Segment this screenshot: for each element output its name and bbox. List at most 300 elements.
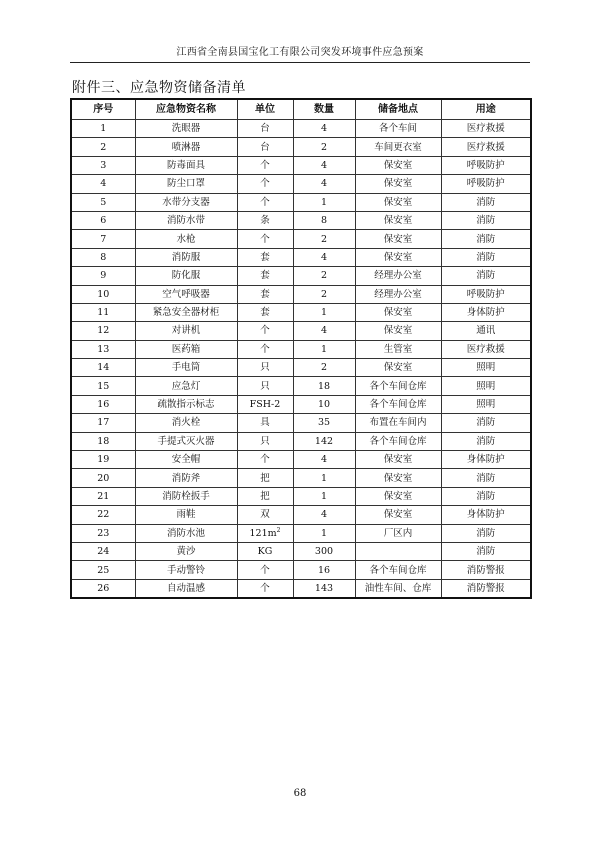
cell-location (355, 156, 441, 174)
cell-purpose (441, 506, 531, 524)
cell-purpose-text: 照明 (476, 380, 496, 392)
column-header-purpose: 用途 (441, 99, 531, 120)
cell-purpose-text: 医疗救援 (466, 141, 505, 153)
cell-index (71, 469, 135, 487)
cell-index-text: 13 (97, 343, 110, 355)
cell-location-text: 保安室 (383, 362, 413, 374)
cell-location (355, 211, 441, 229)
cell-index-text: 19 (97, 454, 110, 466)
cell-item-name-text: 黄沙 (176, 546, 196, 558)
cell-location-text: 保安室 (383, 325, 413, 337)
cell-quantity (293, 248, 355, 266)
cell-item-name (135, 432, 237, 450)
cell-item-name-text: 防化服 (171, 270, 201, 282)
cell-index (71, 487, 135, 505)
cell-index (71, 138, 135, 156)
cell-purpose-text: 医疗救援 (466, 343, 505, 355)
cell-item-name (135, 414, 237, 432)
cell-quantity (293, 285, 355, 303)
cell-quantity-text: 1 (320, 196, 328, 208)
cell-item-name-text: 自动温感 (166, 582, 205, 594)
running-header: 江西省全南县国宝化工有限公司突发环境事件应急预案 (176, 47, 424, 58)
cell-quantity-text: 1 (320, 307, 328, 319)
cell-quantity-text: 4 (320, 454, 328, 466)
cell-item-name-text: 消防水池 (166, 527, 205, 539)
cell-unit-text: FSH-2 (249, 399, 281, 411)
table-header-row (71, 99, 531, 120)
cell-quantity (293, 432, 355, 450)
cell-unit (237, 230, 293, 248)
table-row (71, 230, 531, 248)
cell-quantity-text: 2 (320, 362, 328, 374)
cell-quantity (293, 469, 355, 487)
cell-purpose (441, 451, 531, 469)
cell-unit-text: 只 (260, 380, 270, 392)
cell-purpose (441, 248, 531, 266)
cell-unit (237, 469, 293, 487)
cell-item-name (135, 230, 237, 248)
cell-location (355, 193, 441, 211)
cell-unit (237, 359, 293, 377)
cell-index-text: 21 (97, 491, 110, 502)
table-row (71, 322, 531, 340)
cell-quantity (293, 561, 355, 579)
cell-purpose-text: 医疗救援 (466, 123, 505, 135)
cell-quantity-text: 143 (314, 582, 334, 594)
table-row (71, 469, 531, 487)
cell-location-text: 各个车间仓库 (369, 399, 427, 411)
cell-item-name-text: 手提式灭火器 (157, 435, 215, 447)
cell-index-text: 18 (97, 435, 110, 447)
cell-purpose-text: 消防 (476, 435, 496, 447)
cell-unit (237, 487, 293, 505)
cell-unit (237, 267, 293, 285)
cell-location-text: 保安室 (383, 472, 413, 484)
cell-index (71, 561, 135, 579)
cell-unit (237, 211, 293, 229)
cell-purpose (441, 322, 531, 340)
cell-index-text: 9 (100, 270, 107, 282)
cell-purpose (441, 193, 531, 211)
cell-index-text: 5 (100, 196, 107, 208)
cell-location-text: 保安室 (383, 251, 413, 263)
cell-item-name-text: 疏散指示标志 (157, 399, 215, 411)
cell-unit-text: 台 (260, 141, 270, 153)
cell-item-name-text: 安全帽 (171, 454, 201, 466)
cell-location-text: 车间更衣室 (374, 141, 422, 153)
cell-index (71, 230, 135, 248)
cell-location (355, 138, 441, 156)
cell-unit (237, 303, 293, 321)
cell-location-text: 生管室 (383, 343, 413, 355)
cell-purpose (441, 432, 531, 450)
cell-item-name-text: 防尘口罩 (166, 178, 205, 190)
cell-unit (237, 524, 293, 542)
cell-location-text: 保安室 (383, 178, 413, 190)
cell-location-text: 经理办公室 (374, 288, 422, 300)
cell-purpose (441, 340, 531, 358)
cell-location-text: 保安室 (383, 233, 413, 245)
cell-location (355, 248, 441, 266)
cell-purpose (441, 285, 531, 303)
cell-unit (237, 120, 293, 138)
table-row (71, 506, 531, 524)
cell-index-text: 25 (97, 564, 110, 576)
cell-item-name (135, 359, 237, 377)
table-row (71, 395, 531, 413)
cell-purpose-text: 消防 (476, 472, 496, 484)
cell-quantity (293, 193, 355, 211)
cell-unit (237, 285, 293, 303)
cell-purpose (441, 469, 531, 487)
cell-index (71, 120, 135, 138)
cell-location-text: 各个车间仓库 (369, 435, 427, 447)
cell-unit-text: 个 (260, 343, 270, 355)
cell-purpose (441, 175, 531, 193)
table-row (71, 303, 531, 321)
cell-item-name (135, 469, 237, 487)
cell-purpose (441, 414, 531, 432)
cell-index-text: 12 (97, 325, 110, 337)
cell-purpose (441, 267, 531, 285)
cell-index (71, 579, 135, 598)
cell-index (71, 156, 135, 174)
cell-location (355, 542, 441, 560)
cell-location (355, 451, 441, 469)
emergency-supplies-table (70, 98, 532, 599)
cell-index-text: 17 (97, 417, 110, 429)
table-body (71, 120, 531, 599)
cell-unit (237, 340, 293, 358)
cell-unit-text: 套 (260, 251, 270, 263)
cell-quantity (293, 120, 355, 138)
cell-purpose-text: 消防 (476, 233, 496, 245)
cell-item-name (135, 340, 237, 358)
cell-unit-text: 个 (260, 582, 270, 594)
cell-quantity (293, 303, 355, 321)
cell-index (71, 451, 135, 469)
cell-item-name-text: 水带分支器 (162, 196, 210, 208)
cell-location-text: 厂区内 (383, 527, 413, 539)
cell-location-text: 保安室 (383, 159, 413, 171)
cell-item-name-text: 防毒面具 (166, 159, 205, 171)
cell-purpose-text: 通讯 (476, 325, 496, 337)
cell-purpose (441, 579, 531, 598)
cell-location-text: 经理办公室 (374, 270, 422, 282)
cell-item-name (135, 561, 237, 579)
cell-index-text: 3 (100, 159, 107, 171)
cell-index (71, 359, 135, 377)
table-row (71, 267, 531, 285)
cell-purpose-text: 消防 (476, 527, 496, 539)
cell-location-text: 布置在车间内 (369, 417, 427, 429)
cell-location-text: 油性车间、仓库 (364, 582, 432, 594)
cell-purpose (441, 120, 531, 138)
cell-quantity-text: 18 (317, 380, 331, 392)
cell-purpose-text: 消防 (476, 270, 496, 282)
cell-unit-text: 个 (260, 325, 270, 337)
cell-quantity (293, 138, 355, 156)
cell-index-text: 14 (97, 362, 110, 374)
cell-location-text: 保安室 (383, 454, 413, 466)
table-row (71, 432, 531, 450)
cell-location-text: 保安室 (383, 307, 413, 319)
cell-purpose-text: 消防 (476, 196, 496, 208)
cell-index (71, 175, 135, 193)
cell-index-text: 1 (100, 123, 107, 135)
cell-location-text: 保安室 (383, 491, 413, 502)
cell-unit-text: 双 (260, 509, 270, 521)
cell-location (355, 120, 441, 138)
cell-location (355, 414, 441, 432)
cell-purpose-text: 消防 (476, 491, 496, 502)
cell-index-text: 24 (97, 546, 110, 558)
cell-item-name-text: 空气呼吸器 (162, 288, 210, 300)
cell-purpose (441, 138, 531, 156)
cell-index (71, 285, 135, 303)
cell-quantity-text: 4 (320, 325, 328, 337)
column-header-index: 序号 (71, 99, 135, 120)
cell-item-name (135, 193, 237, 211)
cell-quantity-text: 300 (314, 546, 334, 558)
table-row (71, 542, 531, 560)
table-row (71, 211, 531, 229)
cell-purpose (441, 377, 531, 395)
cell-quantity-text: 10 (317, 399, 331, 411)
cell-item-name (135, 542, 237, 560)
cell-unit (237, 579, 293, 598)
table-row (71, 359, 531, 377)
table-row (71, 579, 531, 598)
cell-item-name-text: 水枪 (176, 233, 196, 245)
cell-location (355, 561, 441, 579)
cell-unit-text: 套 (260, 270, 270, 282)
cell-location (355, 285, 441, 303)
column-header-location: 储备地点 (355, 99, 441, 120)
cell-purpose-text: 消防 (476, 251, 496, 263)
cell-index (71, 248, 135, 266)
table-row (71, 156, 531, 174)
cell-index-text: 20 (97, 472, 110, 484)
table-row (71, 138, 531, 156)
cell-index-text: 4 (100, 178, 107, 190)
cell-unit-text: 个 (260, 564, 270, 576)
header-rule (70, 62, 530, 63)
cell-item-name (135, 138, 237, 156)
cell-item-name-text: 消防斧 (171, 472, 201, 484)
cell-purpose-text: 消防警报 (466, 582, 505, 594)
cell-purpose-text: 身体防护 (466, 454, 505, 466)
cell-purpose-text: 呼吸防护 (466, 288, 505, 300)
cell-unit-text: 套 (260, 307, 270, 319)
cell-quantity-text: 8 (320, 215, 328, 227)
cell-item-name (135, 377, 237, 395)
cell-location (355, 377, 441, 395)
cell-unit (237, 506, 293, 524)
cell-index (71, 377, 135, 395)
cell-location (355, 506, 441, 524)
table-row (71, 487, 531, 505)
cell-unit (237, 414, 293, 432)
cell-unit (237, 395, 293, 413)
cell-index (71, 340, 135, 358)
cell-location (355, 322, 441, 340)
cell-unit-text: 条 (260, 215, 270, 227)
cell-index (71, 211, 135, 229)
cell-item-name-text: 雨鞋 (176, 509, 196, 521)
cell-unit (237, 451, 293, 469)
cell-unit-text: 把 (260, 472, 270, 484)
cell-location (355, 395, 441, 413)
cell-quantity (293, 377, 355, 395)
cell-quantity-text: 4 (320, 509, 328, 521)
table-row (71, 414, 531, 432)
column-header-unit: 单位 (237, 99, 293, 120)
cell-unit (237, 377, 293, 395)
cell-index-text: 22 (97, 509, 110, 521)
section-title: 附件三、应急物资储备清单 (72, 80, 246, 96)
cell-item-name (135, 285, 237, 303)
table-row (71, 524, 531, 542)
cell-purpose-text: 呼吸防护 (466, 178, 505, 190)
cell-location (355, 469, 441, 487)
cell-item-name-text: 对讲机 (171, 325, 201, 337)
cell-quantity-text: 1 (320, 491, 328, 502)
cell-quantity (293, 230, 355, 248)
cell-item-name (135, 579, 237, 598)
cell-index (71, 524, 135, 542)
table-row (71, 248, 531, 266)
cell-purpose (441, 156, 531, 174)
cell-purpose-text: 消防警报 (466, 564, 505, 576)
cell-quantity (293, 359, 355, 377)
cell-index (71, 432, 135, 450)
cell-item-name (135, 211, 237, 229)
cell-item-name (135, 156, 237, 174)
cell-index (71, 303, 135, 321)
cell-index-text: 16 (97, 399, 110, 411)
cell-quantity-text: 2 (320, 233, 328, 245)
cell-index-text: 6 (100, 215, 107, 227)
cell-purpose-text: 照明 (476, 362, 496, 374)
cell-item-name (135, 248, 237, 266)
cell-index-text: 8 (100, 251, 107, 263)
cell-location (355, 340, 441, 358)
cell-index-text: 10 (97, 288, 110, 300)
cell-quantity (293, 542, 355, 560)
cell-location-text: 保安室 (383, 509, 413, 521)
cell-item-name (135, 303, 237, 321)
cell-purpose (441, 230, 531, 248)
cell-quantity (293, 524, 355, 542)
cell-index-text: 11 (97, 307, 110, 319)
cell-index (71, 395, 135, 413)
column-header-item-name: 应急物资名称 (135, 99, 237, 120)
cell-item-name (135, 175, 237, 193)
cell-location-text: 各个车间仓库 (369, 564, 427, 576)
cell-unit-text: 个 (260, 454, 270, 466)
cell-item-name-text: 医药箱 (171, 343, 201, 355)
table-row (71, 451, 531, 469)
cell-unit-text: 个 (260, 159, 270, 171)
page-number: 68 (293, 788, 307, 799)
cell-index (71, 414, 135, 432)
cell-quantity-text: 4 (320, 251, 328, 263)
cell-quantity (293, 579, 355, 598)
cell-unit-text: 套 (260, 288, 270, 300)
cell-index (71, 267, 135, 285)
cell-unit (237, 193, 293, 211)
cell-unit-text: 只 (260, 362, 270, 374)
cell-item-name (135, 524, 237, 542)
cell-item-name-text: 紧急安全器材柜 (152, 307, 220, 319)
cell-item-name-text: 喷淋器 (171, 141, 201, 153)
cell-quantity-text: 1 (320, 343, 328, 355)
cell-purpose-text: 消防 (476, 417, 496, 429)
cell-index-text: 2 (100, 141, 107, 153)
cell-quantity-text: 2 (320, 141, 328, 153)
cell-location (355, 303, 441, 321)
cell-quantity (293, 395, 355, 413)
cell-unit-text: 个 (260, 178, 270, 190)
cell-quantity-text: 2 (320, 288, 328, 300)
cell-unit-text: 把 (260, 491, 270, 502)
cell-quantity (293, 156, 355, 174)
cell-quantity-text: 2 (320, 270, 328, 282)
cell-quantity (293, 487, 355, 505)
cell-unit-text: 具 (260, 417, 270, 429)
cell-item-name (135, 395, 237, 413)
cell-location-text: 保安室 (383, 196, 413, 208)
cell-unit-text: 个 (260, 196, 270, 208)
cell-location (355, 267, 441, 285)
cell-unit-text: 个 (260, 233, 270, 245)
cell-unit-text: 121m (249, 527, 277, 539)
cell-item-name-text: 消火栓 (171, 417, 201, 429)
cell-unit (237, 175, 293, 193)
cell-purpose (441, 211, 531, 229)
table-row (71, 561, 531, 579)
cell-index (71, 542, 135, 560)
cell-quantity (293, 506, 355, 524)
cell-purpose (441, 561, 531, 579)
cell-item-name-text: 手电筒 (171, 362, 201, 374)
cell-unit-text: KG (257, 546, 273, 558)
cell-index (71, 193, 135, 211)
cell-item-name-text: 消防栓扳手 (162, 491, 210, 502)
cell-index (71, 506, 135, 524)
cell-location (355, 432, 441, 450)
cell-location (355, 579, 441, 598)
cell-index-text: 15 (97, 380, 110, 392)
cell-quantity (293, 267, 355, 285)
cell-quantity (293, 340, 355, 358)
cell-item-name (135, 322, 237, 340)
cell-location (355, 524, 441, 542)
cell-quantity-text: 4 (320, 123, 328, 135)
cell-location (355, 230, 441, 248)
cell-location-text: 各个车间仓库 (369, 380, 427, 392)
cell-item-name-text: 应急灯 (171, 380, 201, 392)
table-row (71, 193, 531, 211)
table-row (71, 175, 531, 193)
cell-purpose (441, 487, 531, 505)
cell-quantity-text: 16 (317, 564, 331, 576)
cell-purpose (441, 359, 531, 377)
cell-location-text: 各个车间 (378, 123, 417, 135)
cell-quantity-text: 35 (317, 417, 331, 429)
cell-purpose-text: 照明 (476, 399, 496, 411)
